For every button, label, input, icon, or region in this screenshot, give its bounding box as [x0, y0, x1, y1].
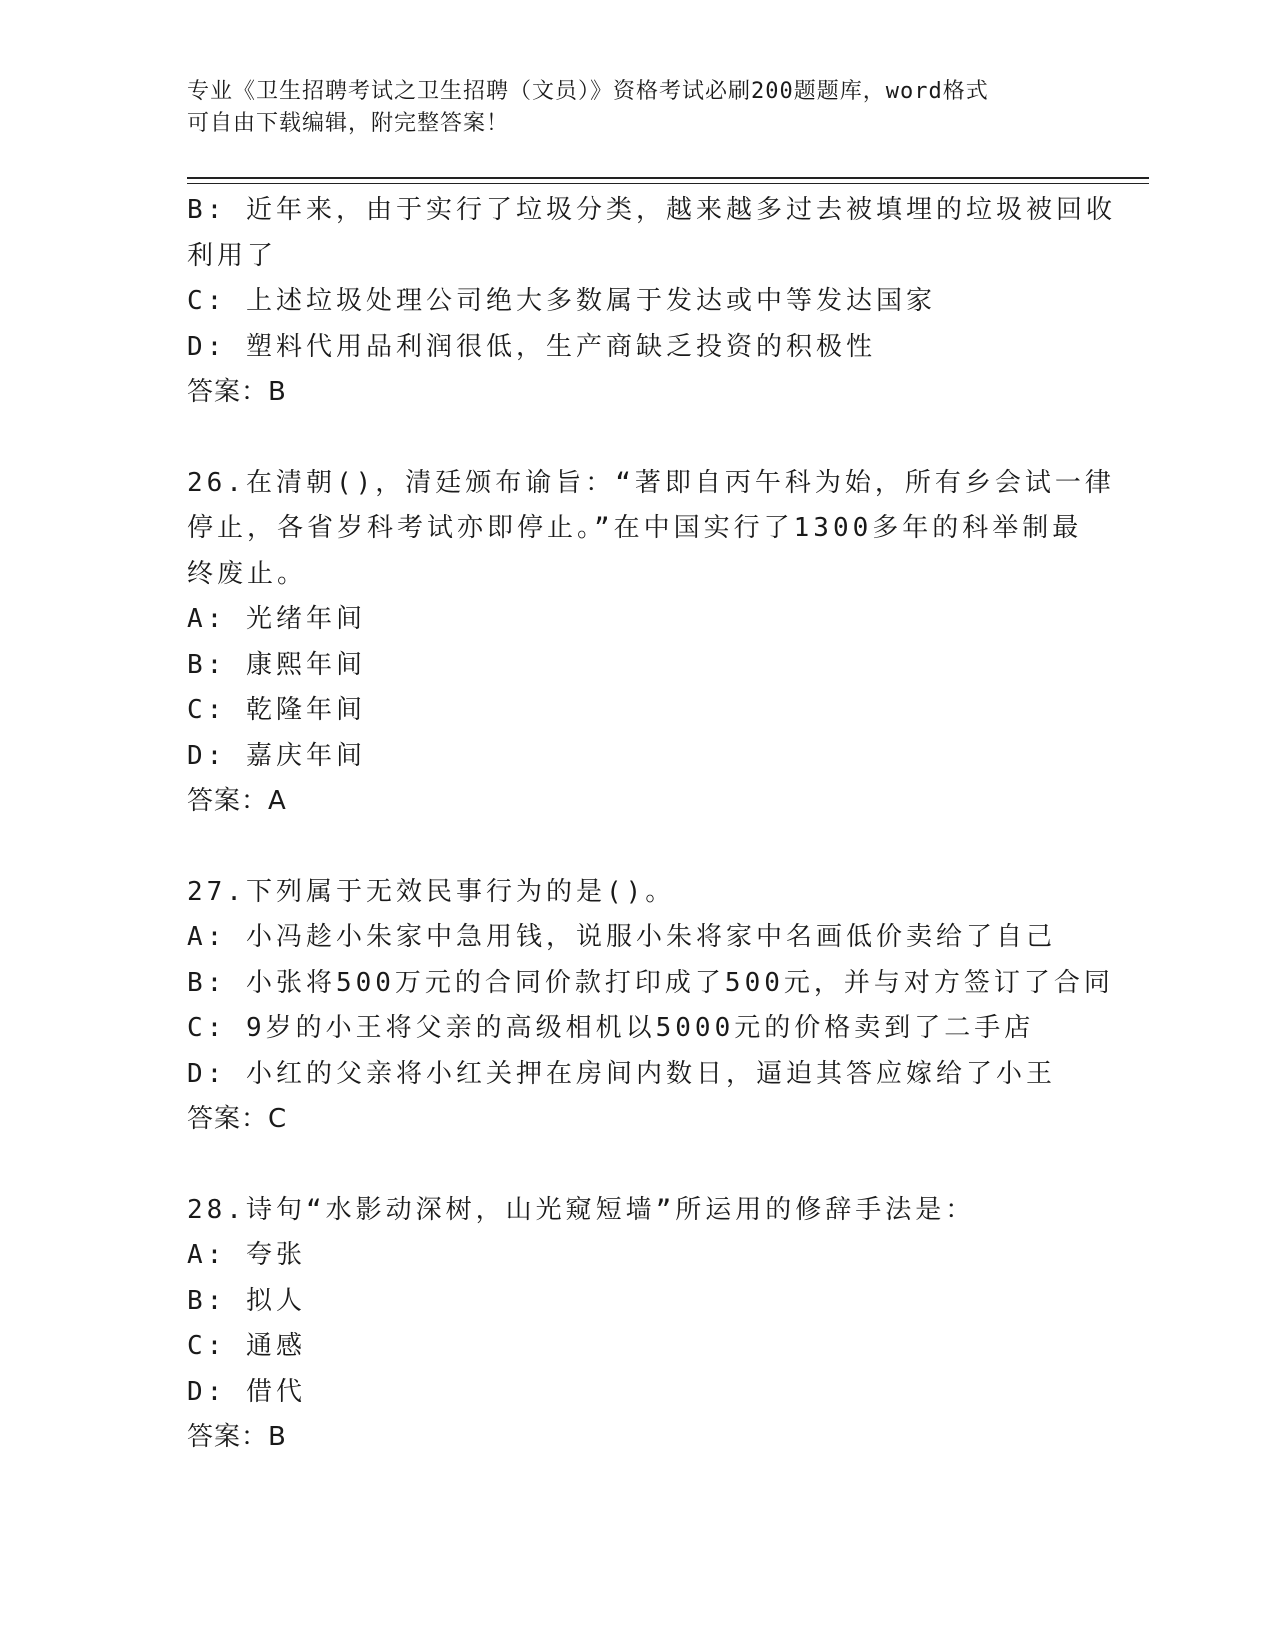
- spacer: [187, 416, 1087, 461]
- question-27: [187, 870, 1114, 1143]
- answer: 答案：B: [187, 1422, 287, 1452]
- question-stem-line-1: 27.下列属于无效民事行为的是()。: [187, 876, 676, 907]
- question-stem-line-1: 28.诗句“水影动深树，山光窥短墙”所运用的修辞手法是：: [187, 1194, 976, 1225]
- option-c: C: 9岁的小王将父亲的高级相机以5000元的价格卖到了二手店: [187, 1013, 1035, 1043]
- answer: 答案：C: [187, 1104, 288, 1134]
- answer: 答案：A: [187, 786, 287, 816]
- spacer: [187, 1143, 1087, 1188]
- header-line-1: 专业《卫生招聘考试之卫生招聘（文员）》资格考试必刷200题题库，word格式: [187, 79, 989, 104]
- question-content: [187, 188, 1116, 1461]
- answer: 答案：B: [187, 377, 287, 407]
- question-28: [187, 1188, 1087, 1461]
- option-b-line-1: B: 近年来，由于实行了垃圾分类，越来越多过去被填埋的垃圾被回收: [187, 195, 1116, 225]
- option-d: D: 小红的父亲将小红关押在房间内数日，逼迫其答应嫁给了小王: [187, 1058, 1056, 1089]
- option-a: A: 夸张: [187, 1240, 306, 1270]
- question-stem-line-3: 终废止。: [187, 558, 308, 589]
- option-b: B: 拟人: [187, 1285, 306, 1316]
- option-d: D: 塑料代用品利润很低，生产商缺乏投资的积极性: [187, 331, 876, 362]
- option-a: A: 光绪年间: [187, 604, 366, 634]
- document-header: [187, 76, 1087, 140]
- spacer: [187, 825, 1087, 870]
- option-a: A: 小冯趁小朱家中急用钱，说服小朱将家中名画低价卖给了自己: [187, 922, 1056, 952]
- question-26: [187, 461, 1115, 825]
- option-b: B: 康熙年间: [187, 649, 366, 680]
- option-c: C: 通感: [187, 1331, 306, 1361]
- header-divider-thick: [187, 177, 1149, 179]
- header-line-2: 可自由下载编辑，附完整答案！: [187, 111, 510, 136]
- header-divider-thin: [187, 183, 1149, 184]
- option-d: D: 嘉庆年间: [187, 740, 366, 771]
- option-b: B: 小张将500万元的合同价款打印成了500元，并与对方签订了合同: [187, 967, 1114, 998]
- option-c: C: 乾隆年间: [187, 695, 366, 725]
- question-stem-line-1: 26.在清朝()，清廷颁布谕旨：“著即自丙午科为始，所有乡会试一律: [187, 467, 1115, 498]
- option-d: D: 借代: [187, 1376, 306, 1407]
- option-c: C: 上述垃圾处理公司绝大多数属于发达或中等发达国家: [187, 286, 936, 316]
- question-stem-line-2: 停止，各省岁科考试亦即停止。”在中国实行了1300多年的科举制最: [187, 513, 1083, 543]
- question-25-continued: [187, 188, 1116, 416]
- option-b-line-2: 利用了: [187, 240, 278, 271]
